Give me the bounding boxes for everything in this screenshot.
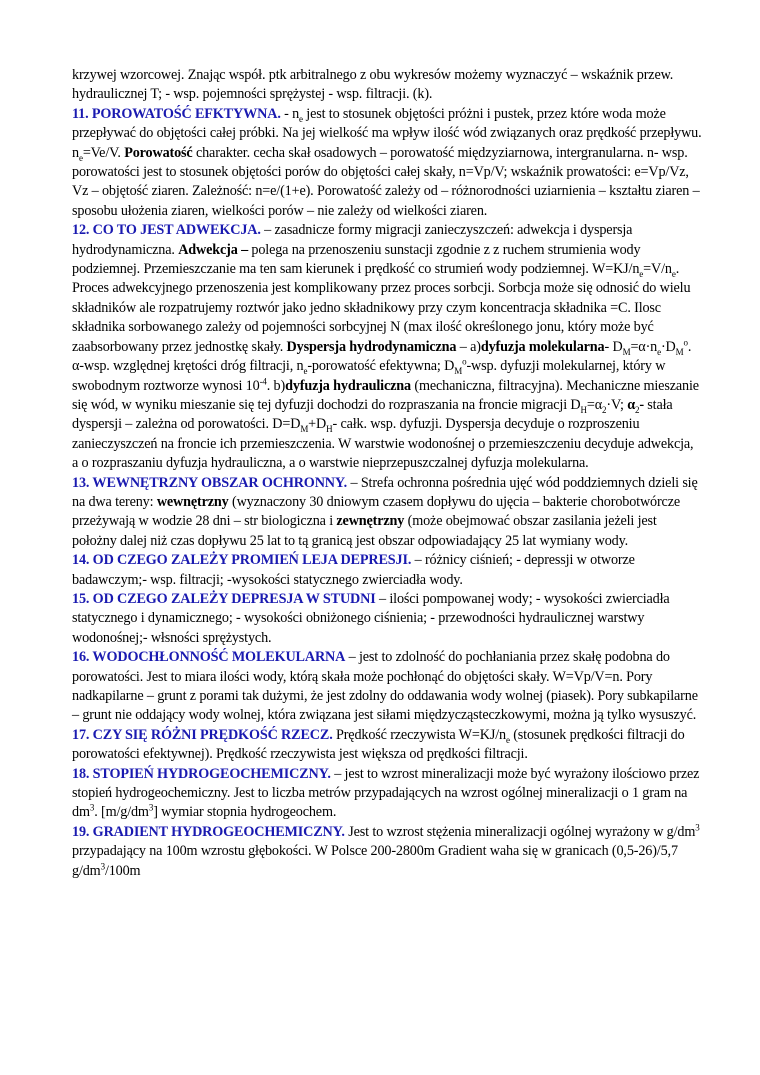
section-12: 12. CO TO JEST ADWEKCJA. – zasadnicze formy migracji zanieczyszczeń: adwekcja i dyspersja hydrodynamiczna. Adwekcja – polega na przenoszeniu sunstacji zgodnie z z ruchem strumienia wody podziemnej. Przemieszczanie ma ten sam kierunek i prędkość co strumień wody podziemnej. $W=KJ/n_e=V/n_e$. Proces adwekcyjnego przenoszenia jest komplikowany przez proces sorbcji. Sorbcja może się odnosić do wielu składników ale rozpatrujemy roztwór jako jedno składnikowy przy czym koncentracja składnika =C. Ilosc składnika sorbowanego zależy od pojemności sorbcyjnej N (max ilość określonego jonu, który może być zaabsorbowany przez jednostkę skały. Dyspersja hydrodynamiczna – a)dyfuzja molekularna- $D_M=\alpha\cdot n_e\cdot D_M^o$. α-wsp. względnej krętości dróg filtracji, $n_e$-porowatość efektywna; $D_M^o$-wsp. dyfuzji molekularnej, który w swobodnym roztworze wynosi $10^{-4}$. b)dyfuzja hydrauliczna (mechaniczna, filtracyjna). Mechaniczne mieszanie się wód, w wyniku mieszanie się tej dyfuzji dochodzi do rozpraszania na froncie migracji $D_H=\alpha_2\cdot V$; $\alpha_2-$ stała dyspersji – zależna od porowatości. $D=D_M+D_H-$ całk. wsp. dyfuzji. Dyspersja decyduje o rozproszeniu zanieczyszczeń na froncie ich przemieszczenia. W warstwie wodonośnej o przemieszczeniu decyduje adwekcja, a o rozpraszaniu dyfuzja hydrauliczna, a o warstwie nieprzepuszczalnej dyfuzja molekularna. [72,222,699,472]
section-heading: 11. POROWATOŚĆ EFKTYWNA. [72,105,281,122]
section-18: 18. STOPIEŃ HYDROGEOCHEMICZNY. – jest to wzrost mineralizacji może być wyrażony ilościowo przez stopień hydrogeochemiczny. Jest to liczba metrów przypadających na wzrost ogólnej mineralizacji o 1 gram na $dm^3$. $[m/g/dm^3]$ wymiar stopnia hydrogeochem. [72,765,700,821]
paragraph-intro: krzywej wzorcowej. Znając współ. ptk arbitralnego z obu wykresów możemy wyznaczyć – wskaźnik przew. hydraulicznej T; - wsp. pojemności sprężystej - wsp. filtracji. (k). [72,67,674,103]
section-heading: 14. OD CZEGO ZALEŻY PROMIEŃ LEJA DEPRESJI. [72,552,412,569]
section-13: 13. WEWNĘTRZNY OBSZAR OCHRONNY. – Strefa ochronna pośrednia ujęć wód poddziemnych dzieli się na dwa tereny: wewnętrzny (wyznaczony 30 dniowym czasem dopływu do ujęcia – bakterie chorobotwórcze przeżywają w wodzie 28 dni – str biologiczna i zewnętrzny (może obejmować obszar zasilania jeżeli jest położny dalej niż czas dopływu 25 lat to tą granicą jest obszar odpowiadający 25 lat wymiany wody. [72,474,698,549]
section-15: 15. OD CZEGO ZALEŻY DEPRESJA W STUDNI – ilości pompowanej wody; - wysokości zwierciadła statycznego i dynamicznego; - wysokości obniżonego ciśnienia; - przewodności hydraulicznej warstwy wodonośnej;- włsności sprężystych. [72,590,670,646]
section-heading: 15. OD CZEGO ZALEŻY DEPRESJA W STUDNI [72,590,376,607]
section-heading: 16. WODOCHŁONNOŚĆ MOLEKULARNA [72,649,346,666]
section-heading: 13. WEWNĘTRZNY OBSZAR OCHRONNY. [72,474,348,491]
section-heading: 18. STOPIEŃ HYDROGEOCHEMICZNY. [72,765,331,782]
section-heading: 17. CZY SIĘ RÓŻNI PRĘDKOŚĆ RZECZ. [72,726,333,743]
section-16: 16. WODOCHŁONNOŚĆ MOLEKULARNA – jest to zdolność do pochłaniania przez skałę podobna do porowatości. Jest to miara ilości wody, którą skała może pochłonąć do objętości skały. W=Vp/V=n. Pory nadkapilarne – grunt z porami tak dużymi, że jest zdolny do oddawania wody wolnej (piasek). Pory subkapilarne – grunt nie oddający wody wolnej, która związana jest siłami międzycząsteczkowymi, można ją tylko wysuszyć. [72,649,698,724]
section-heading: 19. GRADIENT HYDROGEOCHEMICZNY. [72,823,345,840]
section-17: 17. CZY SIĘ RÓŻNI PRĘDKOŚĆ RZECZ. Prędkość rzeczywista $W=KJ/n_e$ (stosunek prędkości filtracji do porowatości efektywnej). Prędkość rzeczywista jest większa od prędkości filtracji. [72,726,685,763]
document-page [72,66,702,881]
section-14: 14. OD CZEGO ZALEŻY PROMIEŃ LEJA DEPRESJI. – różnicy ciśnień; - depressji w otworze badawczym;- wsp. filtracji; -wysokości statycznego zwierciadła wody. [72,552,635,588]
section-heading: 12. CO TO JEST ADWEKCJA. [72,222,261,239]
section-19: 19. GRADIENT HYDROGEOCHEMICZNY. Jest to wzrost stężenia mineralizacji ogólnej wyrażony w $g/dm^3$ przypadający na 100m wzrostu głębokości. W Polsce 200-2800m Gradient waha się w granicach (0,5-26)/5,7 $g/dm^3/100m$ [72,822,700,879]
section-11: 11. POROWATOŚĆ EFKTYWNA. - $n_e$ jest to stosunek objętości próżni i pustek, przez które woda może przepływać do objętości całej próbki. Na jej wielkość ma wpływ ilość wód związanych oraz prędkość przepływu. $n_e=Ve/V$. Porowatość charakter. cecha skał osadowych – porowatość międzyziarnowa, intergranularna. n- wsp. porowatości jest to stosunek objętości porów do objętości całej skały, n=Vp/V; wskaźnik prowatości: e=Vp/Vz, Vz – objętość ziaren. Zależność: n=e/(1+e). Porowatość zależy od – różnorodności uziarnienia – kształtu ziaren – sposobu ułożenia ziaren, wielkości porów – nie zależy od wielkości ziaren. [72,105,702,219]
